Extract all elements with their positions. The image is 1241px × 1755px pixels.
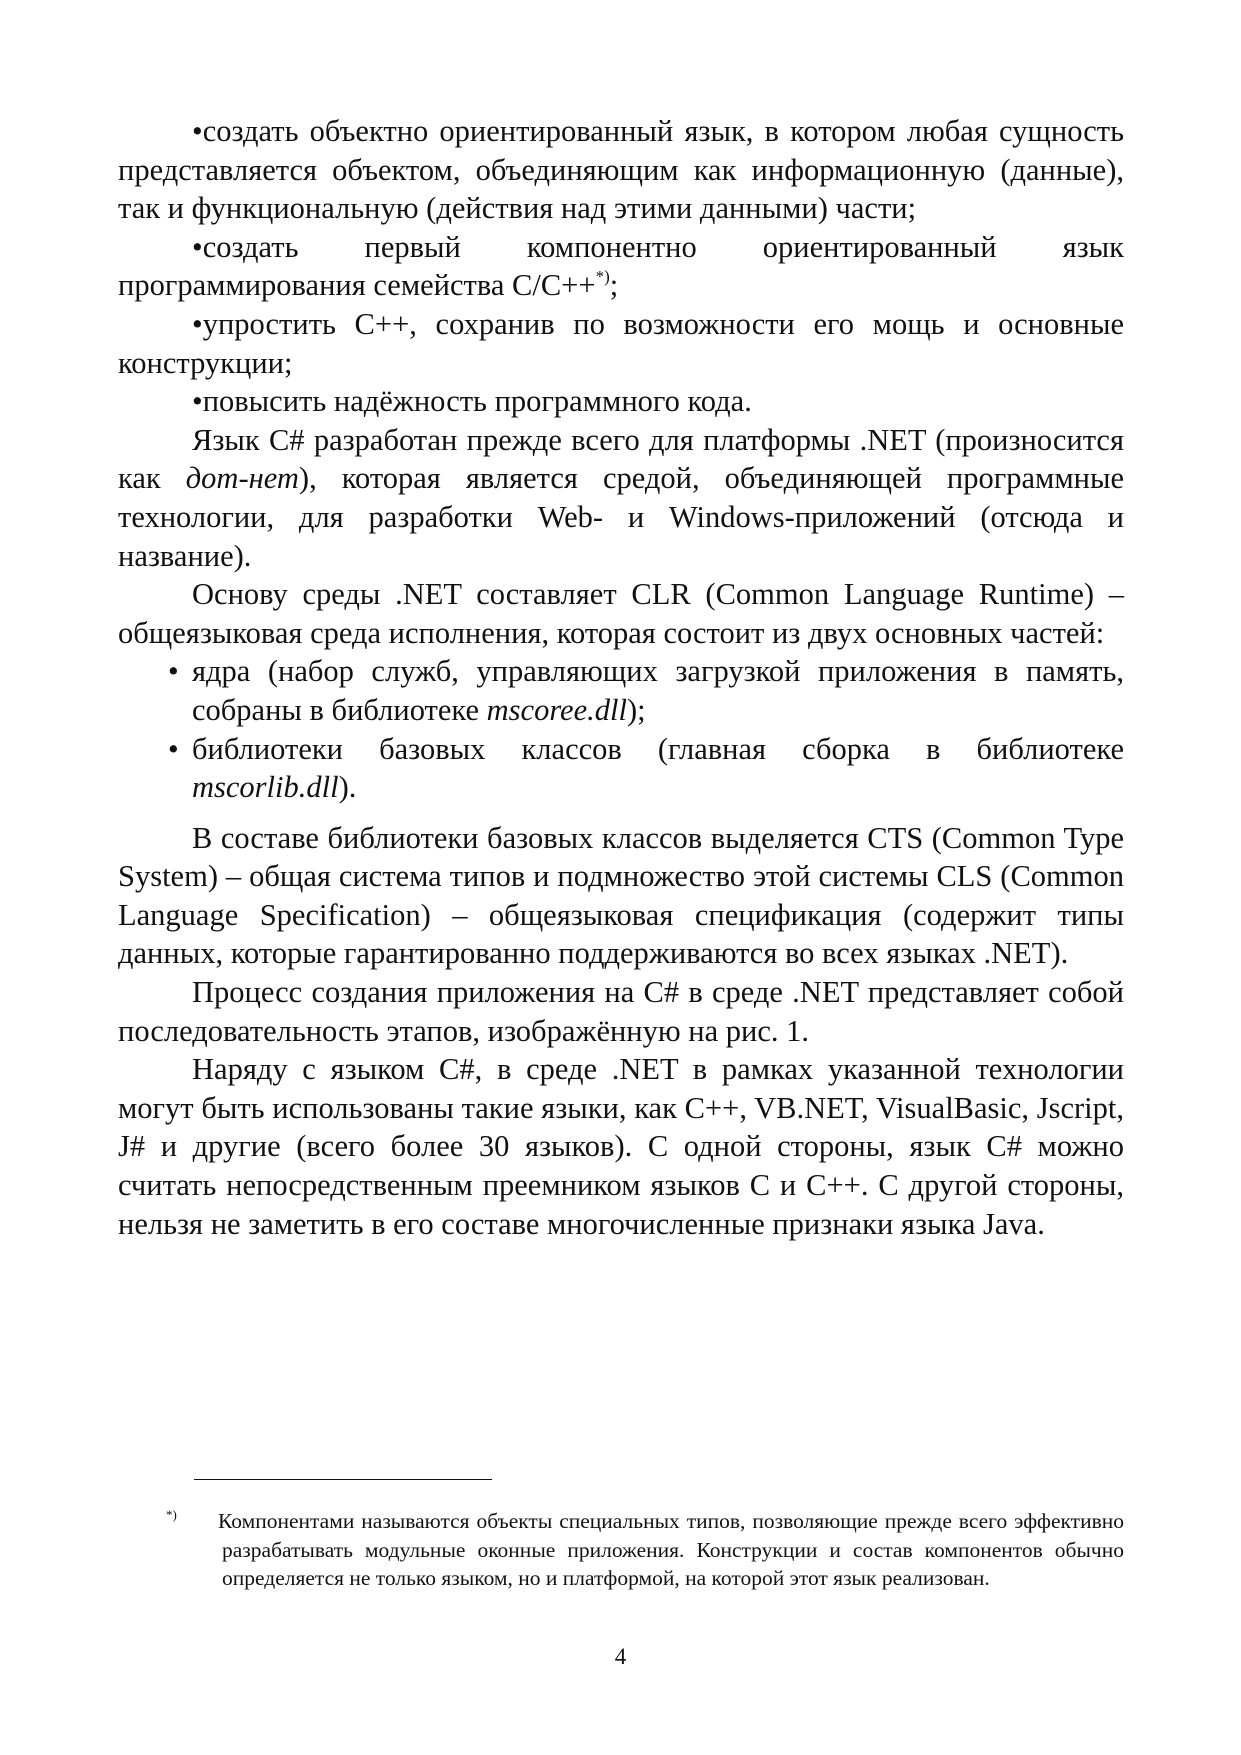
page-body bbox=[118, 112, 1124, 1243]
main-text bbox=[118, 112, 1124, 1243]
goal-text: упростить C++, сохранив по возможности его мощь и основные конструкции; bbox=[118, 306, 1124, 380]
paragraph-process: Процесс создания приложения на C# в среде .NET представляет собой последовательность этапов, изображённую на рис. 1. bbox=[118, 975, 1124, 1048]
text-run: ), которая является средой, объединяющей программные технологии, для разработки Web- и Windows-приложений (отсюда и название). bbox=[118, 461, 1124, 573]
paragraph-cts: В составе библиотеки базовых классов выделяется CTS (Common Type System) – общая система типов и подмножество этой системы CLS (Common Language Specification) – общеязыковая спецификация (содержит типы данных, которые гарантированно поддерживаются во всех языках .NET). bbox=[118, 820, 1124, 971]
goal-bullet: • bbox=[192, 306, 203, 341]
goal-item bbox=[118, 228, 1124, 305]
bullet-dot: • bbox=[168, 731, 179, 766]
italic-term: mscoree.dll bbox=[486, 692, 627, 727]
text-run: Язык C# разработан прежде всего для платформы .NET (произносится как bbox=[118, 422, 1124, 496]
goal-bullet: • bbox=[192, 229, 203, 264]
text-run: ). bbox=[338, 770, 357, 805]
list-item bbox=[118, 730, 1124, 807]
paragraph-language-platform bbox=[118, 421, 1124, 575]
paragraph-languages: Наряду с языком C#, в среде .NET в рамках указанной технологии могут быть использованы такие языки, как C++, VB.NET, VisualBasic, Jscript, J# и другие (всего более 30 языков). С одной стороны, язык C# можно считать непосредственным преемником языков С и С++. С другой стороны, нельзя не заметить в его составе многочисленные признаки языка Java. bbox=[118, 1052, 1124, 1241]
page-number: 4 bbox=[614, 1644, 627, 1669]
text-run: ядра (набор служб, управляющих загрузкой приложения в память, собраны в библиотеке bbox=[192, 654, 1124, 727]
footnote bbox=[166, 1501, 1124, 1593]
goal-bullet: • bbox=[192, 384, 203, 419]
goal-text: повысить надёжность программного кода. bbox=[202, 384, 752, 419]
bullet-dot: • bbox=[168, 654, 179, 689]
footnote-text: Компонентами называются объекты специальных типов, позволяющие прежде всего эффективно разрабатывать модульные оконные приложения. Конструкции и состав компонентов обычно определяется не только языком, но и платформой, на которой этот язык реализован. bbox=[218, 1509, 1124, 1590]
italic-term: дот-нет bbox=[185, 461, 299, 496]
text-run: библиотеки базовых классов (главная сборка в библиотеке bbox=[192, 731, 1124, 766]
goal-item bbox=[118, 305, 1124, 382]
goal-text-tail: ; bbox=[609, 268, 619, 303]
goal-text: создать первый компонентно ориентированный язык программирования семейства C/C++ bbox=[118, 229, 1124, 303]
footnote-body bbox=[166, 1501, 1124, 1593]
footnote-mark: *) bbox=[166, 1507, 177, 1522]
paragraph-clr: Основу среды .NET составляет CLR (Common Language Runtime) – общеязыковая среда исполнения, которая состоит из двух основных частей: bbox=[118, 577, 1124, 650]
italic-term: mscorlib.dll bbox=[192, 770, 339, 805]
list-item bbox=[118, 652, 1124, 729]
footnote-divider bbox=[194, 1479, 492, 1480]
clr-parts-list bbox=[118, 652, 1124, 806]
text-run: ); bbox=[626, 692, 646, 727]
footnote-reference: *) bbox=[595, 267, 610, 287]
goal-text: создать объектно ориентированный язык, в котором любая сущность представляется объектом, объединяющим как информационную (данные), так и функциональную (действия над этими данными) части; bbox=[118, 114, 1124, 226]
goal-item bbox=[118, 112, 1124, 228]
goal-bullet: • bbox=[192, 114, 203, 148]
goal-item bbox=[118, 382, 1124, 421]
